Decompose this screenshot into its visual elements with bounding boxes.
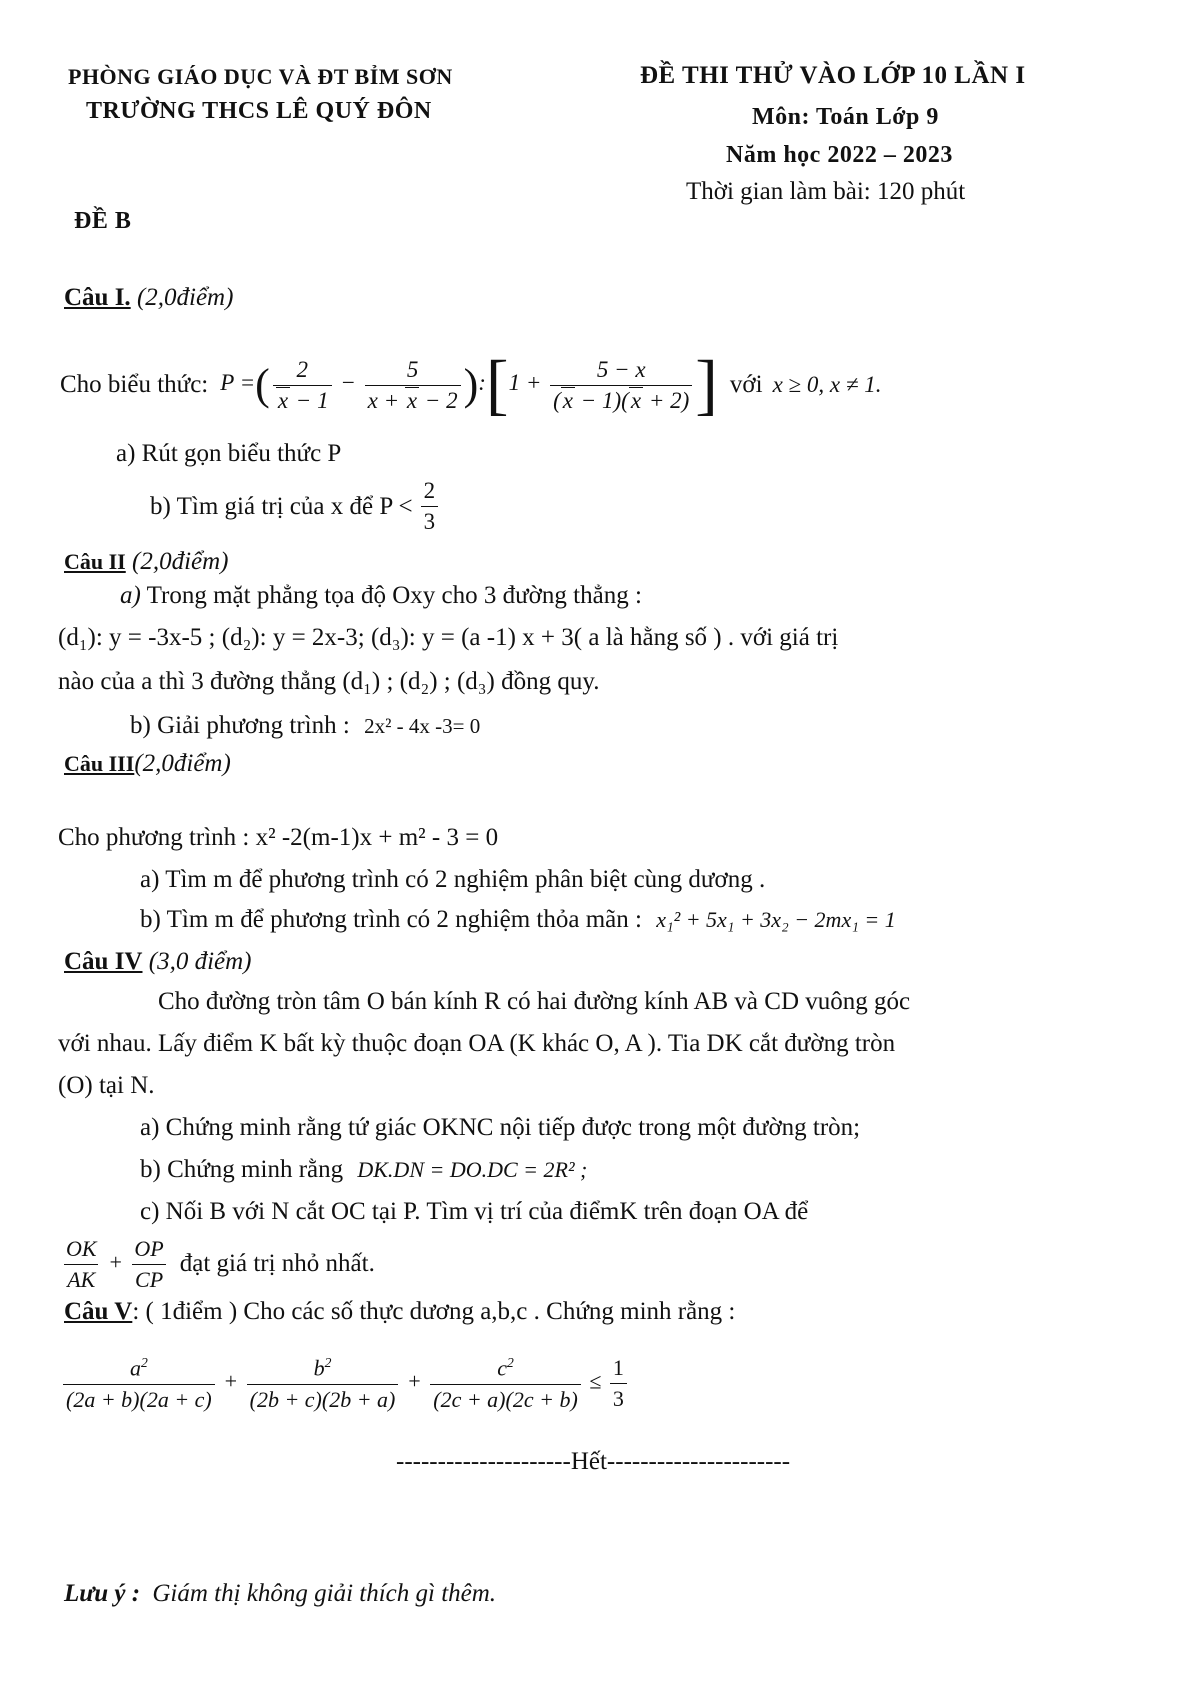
q3-points: (2,0điểm) <box>134 750 231 777</box>
q4-line-3: (O) tại N. <box>58 1072 155 1099</box>
q5-inequality <box>60 1342 630 1426</box>
school-year: Năm học 2022 – 2023 <box>726 142 953 168</box>
exam-duration: Thời gian làm bài: 120 phút <box>686 178 966 205</box>
school-name: TRƯỜNG THCS LÊ QUÝ ĐÔN <box>86 98 432 124</box>
q1-intro: Cho biểu thức: <box>60 371 209 398</box>
q3-intro-line <box>58 824 498 852</box>
q1-part-a: a) Rút gọn biểu thức P <box>116 440 342 467</box>
q1-heading <box>64 284 233 312</box>
q4-points: (3,0 điểm) <box>148 948 252 975</box>
q1-points: (2,0điểm) <box>136 284 234 311</box>
q4-ratio-sum: $\frac{OK}{AK}$ + $\frac{OP}{CP}$ <box>60 1236 170 1293</box>
q4-label: Câu IV <box>64 948 143 975</box>
q2-points: (2,0điểm) <box>132 548 229 575</box>
q1-condition: x ≥ 0, x ≠ 1. <box>772 372 882 397</box>
q2-part-b-text: b) Giải phương trình : <box>130 712 350 739</box>
q4-part-b-equation: DK.DN = DO.DC = 2R² ; <box>357 1157 588 1182</box>
q2-heading <box>64 548 229 576</box>
q1-expression-line <box>60 340 882 430</box>
note-text: Giám thị không giải thích gì thêm. <box>152 1580 497 1607</box>
q1-label: Câu I. <box>64 284 131 311</box>
q2-lines: (d₁): y = -3x-5 ; (d₂): y = 2x-3; (d₃): y = (a -1) x + 3( a là hằng số ) . với giá trị <box>58 624 839 651</box>
q3-heading <box>64 750 231 778</box>
q4-line-2: với nhau. Lấy điểm K bất kỳ thuộc đoạn OA (K khác O, A ). Tia DK cắt đường tròn <box>58 1030 896 1057</box>
q2-part-a-prefix: a) <box>120 582 141 609</box>
q4-part-a: a) Chứng minh rằng tứ giác OKNC nội tiếp được trong một đường tròn; <box>140 1114 861 1141</box>
q3-condition-equation: x₁² + 5x₁ + 3x₂ − 2mx₁ = 1 <box>656 907 896 932</box>
footer-note <box>64 1580 496 1608</box>
department-name: PHÒNG GIÁO DỤC VÀ ĐT BỈM SƠN <box>68 64 453 89</box>
q4-part-c-end: đạt giá trị nhỏ nhất. <box>179 1250 375 1277</box>
q5-inequality-expression: $\frac{a^2}{(2a + b)(2a + c)}$ + $\frac{b^2}{(2b + c)(2b + a)}$ + $\frac{c^2}{(2c + a)(2c + b)}$ ≤ $\frac{1}{3}$ <box>60 1355 630 1412</box>
q4-part-c-expression <box>60 1232 375 1296</box>
q2-equation: 2x² - 4x -3= 0 <box>364 714 481 738</box>
q4-line-1: Cho đường tròn tâm O bán kính R có hai đường kính AB và CD vuông góc <box>158 988 911 1015</box>
q1-part-b <box>150 478 441 535</box>
q2-concurrency: nào của a thì 3 đường thẳng (d₁) ; (d₂) ; (d₃) đồng quy. <box>58 668 600 695</box>
q3-part-a: a) Tìm m để phương trình có 2 nghiệm phân biệt cùng dương . <box>140 866 766 893</box>
q3-part-b <box>140 906 896 934</box>
q1-fraction-two-thirds: $\frac{2}{3}$ <box>421 478 439 535</box>
q1-part-b-text: b) Tìm giá trị của x để P < <box>150 492 413 520</box>
q4-part-b-text: b) Chứng minh rằng <box>140 1156 344 1183</box>
q4-heading <box>64 948 252 976</box>
q2-label: Câu II <box>64 549 126 574</box>
q3-equation: x² -2(m-1)x + m² - 3 = 0 <box>255 824 499 851</box>
q3-label: Câu III <box>64 751 135 776</box>
q2-part-a-text: Trong mặt phẳng tọa độ Oxy cho 3 đường thẳng : <box>146 582 642 609</box>
note-label: Lưu ý : <box>64 1580 141 1607</box>
q1-expression: P =( $\frac{2}{x - 1}$ − $\frac{5}{x + x - 2}$ ):[1 + $\frac{5 - x}{(x - 1)(x + 2)}$ ] <box>220 346 718 423</box>
q4-part-b <box>140 1156 587 1184</box>
q3-intro: Cho phương trình : <box>58 824 250 851</box>
q5-label: Câu V <box>64 1298 133 1325</box>
q2-part-b <box>130 712 480 740</box>
q1-condition-word: với <box>729 371 763 398</box>
q2-part-a <box>120 582 642 610</box>
q5-text: : ( 1điểm ) Cho các số thực dương a,b,c . Chứng minh rằng : <box>132 1298 736 1325</box>
q4-part-c: c) Nối B với N cắt OC tại P. Tìm vị trí của điểmK trên đoạn OA để <box>140 1198 809 1225</box>
exam-subject: Môn: Toán Lớp 9 <box>752 104 939 130</box>
exam-code: ĐỀ B <box>74 208 132 234</box>
exam-title: ĐỀ THI THỬ VÀO LỚP 10 LẦN I <box>640 62 1026 89</box>
q5-heading <box>64 1298 735 1326</box>
end-marker: ---------------------Hết---------------------- <box>396 1448 791 1475</box>
q3-part-b-text: b) Tìm m để phương trình có 2 nghiệm thỏa mãn : <box>140 906 642 933</box>
